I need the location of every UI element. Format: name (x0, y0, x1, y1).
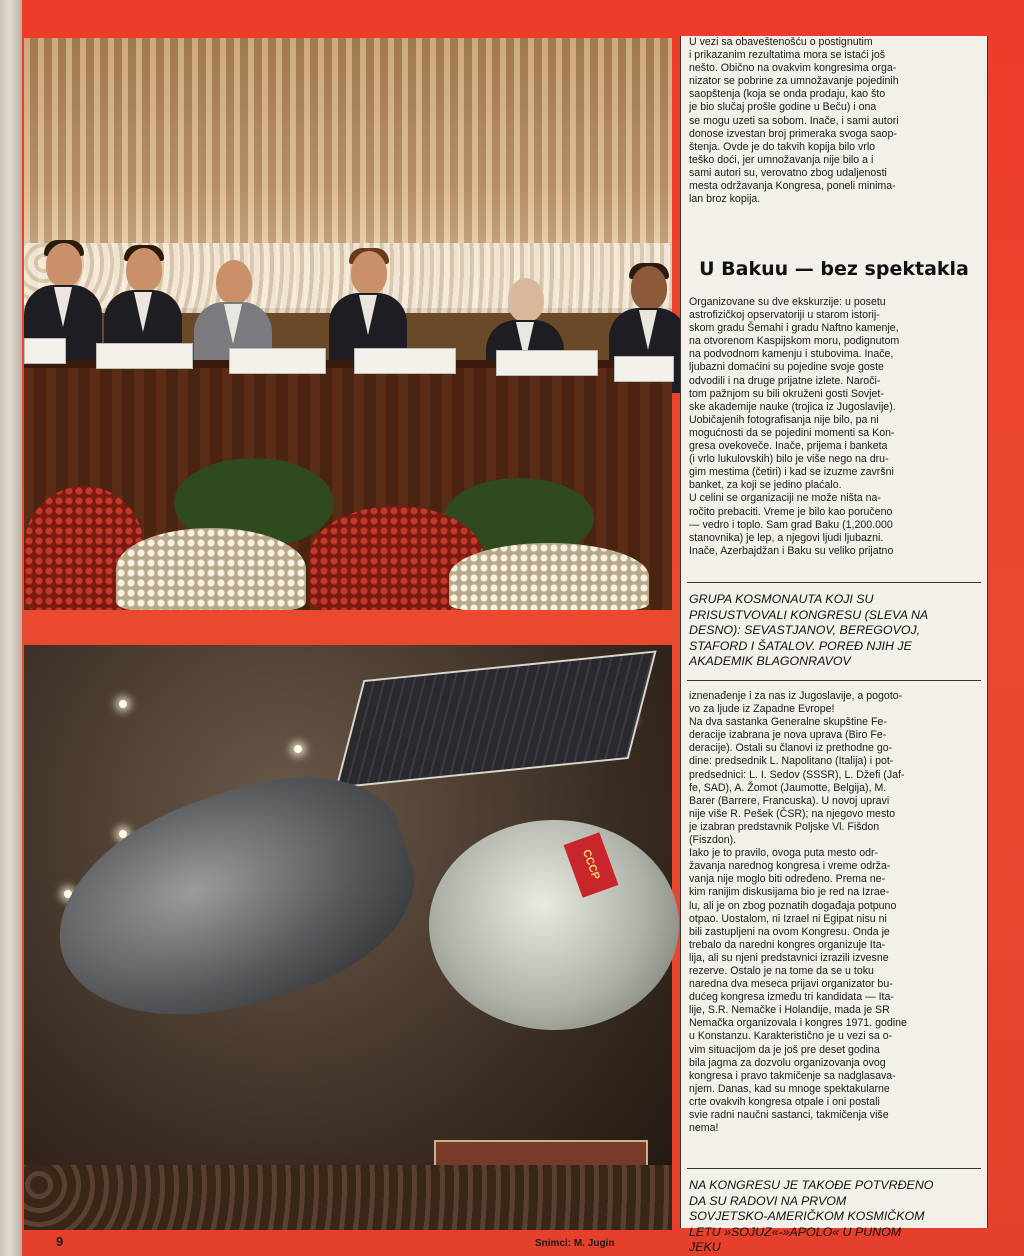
nameplate (96, 343, 193, 369)
apollo-module (30, 745, 437, 1056)
photo-caption-top: GRUPA KOSMONAUTA KOJI SU PRISUSTVOVALI KONGRESU (SLEVA NA DESNO): SEVASTJANOV, BEREGOVOJ, STAFORD I ŠATALOV. POREĐ NJIH JE AKADEMIK BLAGONRAVOV (689, 592, 929, 669)
article-paragraph: U vezi sa obaveštenošću o postignutim i prikazanim rezultatima mora se istaći još nešto. Obično na ovakvim kongresima orga- nizator se pobrine za umnožavanje pojedinih saopštenja (koja se onda prodaju, kao što je bio slučaj prošle godine u Beču) i ona se mogu uzeti sa sobom. Inače, i sami autori donose izvestan broj primeraka svoga saop- štenja. Ovde je do takvih kopija bilo vrlo teško doći, jer umnožavanja nije bilo a i sami autori su, verovatno zbog udaljenosti mesta održavanja Kongresa, poneli minima- lan broz kopija. (689, 36, 899, 206)
article-column (680, 36, 988, 1255)
nameplate (614, 356, 674, 382)
photo-credit: Snimci: M. Jugin (535, 1238, 615, 1249)
spacecraft-exhibit-photo (24, 645, 672, 1230)
page-number: 9 (56, 1234, 64, 1249)
visitor-crowd (24, 1165, 672, 1230)
section-heading: U Bakuu — bez spektakla (699, 258, 969, 280)
ceiling-light (119, 700, 127, 708)
solar-panel (335, 650, 656, 788)
spacecraft-marking: CCCP (564, 832, 619, 898)
nameplate (24, 338, 66, 364)
flower-arrangement-white (116, 528, 306, 610)
caption-rule (687, 582, 981, 583)
nameplate (354, 348, 456, 374)
caption-rule (687, 680, 981, 681)
article-paragraph: Organizovane su dve ekskurzije: u posetu astrofizičkoj opservatoriji u starom istorij- skom gradu Šemahi i gradu Naftno kamenje, na otvorenom Kaspijskom moru, podignutom na podvodnom kamenju i stubovima. Inače, ljubazni domaćini su pojedine svoje goste odvodili i na druge prijatne izlete. Naroči- tom pažnjom su bili okruženi gosti Sovjet- ske akademije nauke (trojica iz Jugoslavije). Uobičajenih fotografisanja nije bilo, pa ni mogućnosti da se pojedini momenti sa Kon- gresa ovekoveče. Inače, prijema i banketa (i vrlo lukulovskih) bilo je više nego na dru- gim mestima (četiri) i kad se izuzme završni banket, za koji se jedino plaćalo. U celini se organizaciji ne može ništa na- ročito prebaciti. Vreme je bilo kao poručeno — vedro i toplo. Sam grad Baku (1,200.000 stanovnika) je lep, a njegovi ljudi ljubazni. Inače, Azerbajdžan i Baku su veliko prijatno (689, 296, 900, 557)
soyuz-module (429, 820, 679, 1030)
article-paragraph: iznenađenje i za nas iz Jugoslavije, a pogoto- vo za ljude iz Zapadne Evrope! Na dva sastanka Generalne skupštine Fe- deracije izabrana je nova uprava (Biro Fe- deracije). Ostali su članovi iz prethodne go- dine: predsednik L. Napolitano (Italija) i pot- predsednici: L. I. Sedov (SSSR), L. Džefi (Jaf- fe, SAD), A. Žomot (Jaumotte, Belgija), M. Barer (Barrere, Francuska). U novoj upravi nije više R. Pešek (ČSR); na njegovo mesto je izabran predstavnik Poljske Vl. Fišdon (Fiszdon). Iako je to pravilo, ovoga puta mesto odr- žavanja narednog kongresa i vreme održa- vanja nije moglo biti određeno. Prema ne- kim ranijim diskusijama bio je red na Izrae- lu, ali je on zbog poznatih događaja potpuno otpao. Uostalom, ni Izrael ni Egipat nisu ni bili zastupljeni na ovom Kongresu. Onda je trebalo da naredni kongres organizuje Ita- lija, ali su njeni predstavnici izrazili izvesne rezerve. Ostalo je na tome da se u toku naredna dva meseca prijavi organizator bu- dućeg kongresa između tri kandidata — Ita- lije, S.R. Nemačke i Holandije, mada je SR Nemačka organizovala i kongres 1971. godine u Konstanzu. Karakteristično je u vezi sa o- vim situacijom da je još pre deset godina bila jagma za dozvolu organizovanja ovog kongresa i pravo takmičenje sa nadglasava- njem. Danas, kad su mnoge spektakularne crte ovakvih kongresa otpale i oni postali svie radni naučni sastanci, takmičenja više nema! (689, 690, 907, 1135)
flower-arrangement-white (449, 543, 649, 610)
nameplate (229, 348, 326, 374)
page-spine (0, 0, 22, 1256)
nameplate (496, 350, 598, 376)
photo-caption-bottom: NA KONGRESU JE TAKOĐE POTVRĐENO DA SU RADOVI NA PRVOM SOVJETSKO-AMERIČKOM KOSMIČKOM LETU »SOJUZ«-»APOLO« U PUNOM JEKU (689, 1178, 934, 1255)
ceiling-light (294, 745, 302, 753)
caption-rule (687, 1168, 981, 1169)
cosmonauts-panel-photo (24, 38, 672, 610)
